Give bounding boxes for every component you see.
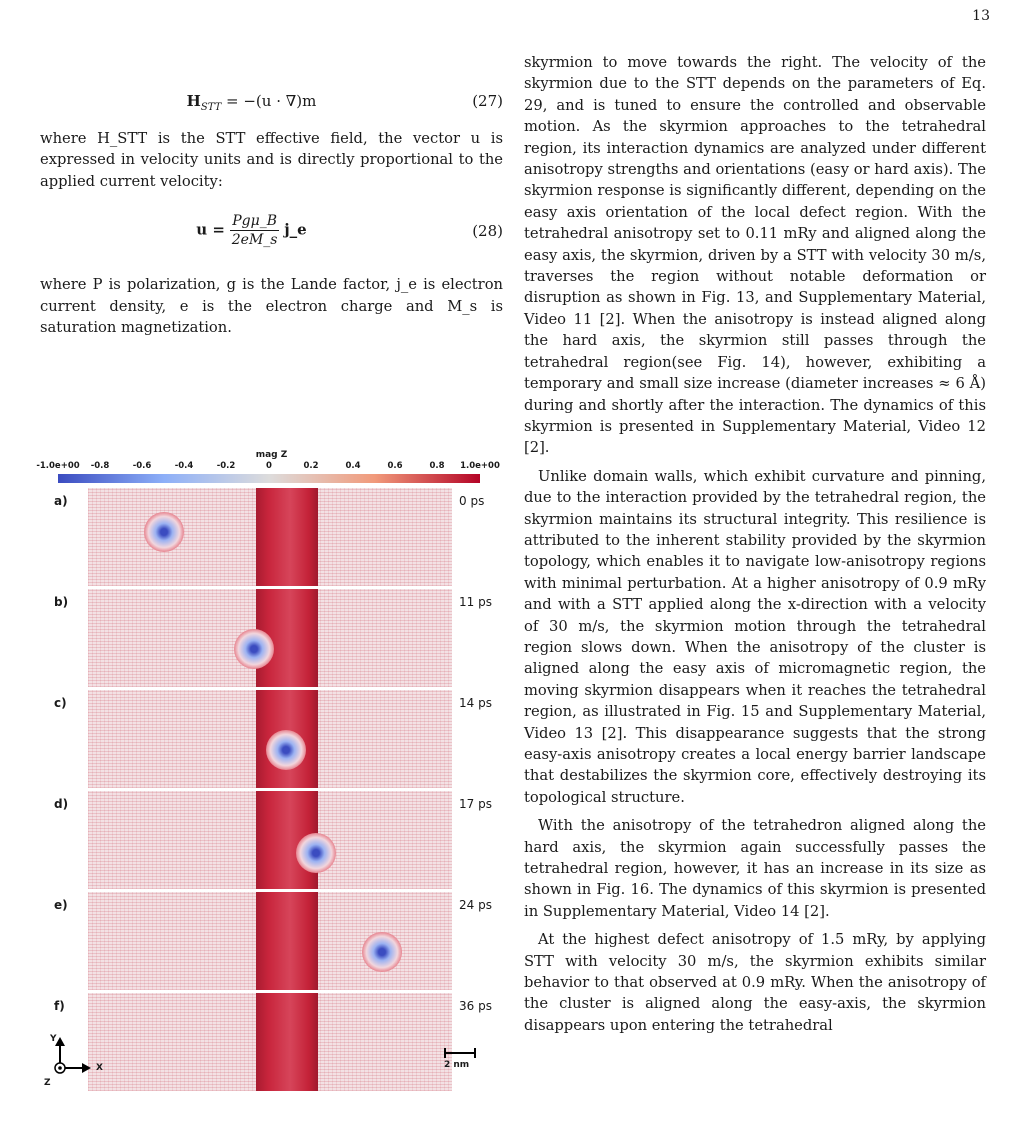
paragraph-hard-axis: With the anisotropy of the tetrahedron aligned along the hard axis, the skyrmion again successfully passes the tetrahedral region, however, it has an increase in its size as shown in Fig. 16. The dynamics of this skyrmion is presented in Supplementary Material, Video 14 [2]. bbox=[524, 817, 986, 920]
skyrmion bbox=[234, 629, 274, 669]
paragraph-highest-anisotropy: At the highest defect anisotropy of 1.5 mRy, by applying STT with velocity 30 m/s, the skyrmion exhibits similar behavior to that observed at 0.9 mRy. When the anisotropy of the cluster is aligned along the easy-axis, the skyrmion disappears upon entering the tetrahedral bbox=[524, 931, 986, 1034]
equation-28 bbox=[40, 210, 503, 254]
scale-label: 2 nm bbox=[444, 1060, 470, 1070]
paragraph-stt-field: where H_STT is the STT effective field, the vector u is expressed in velocity units and is directly proportional to the applied current velocity: bbox=[40, 130, 503, 190]
colorbar-tick: 0.2 bbox=[303, 461, 319, 471]
panel-e bbox=[88, 892, 452, 990]
coordinate-axes-icon bbox=[50, 1034, 120, 1084]
panel-time: 17 ps bbox=[459, 797, 492, 811]
panel-f bbox=[88, 993, 452, 1091]
skyrmion bbox=[144, 512, 184, 552]
eq28-number: (28) bbox=[472, 222, 503, 241]
panel-time: 14 ps bbox=[459, 696, 492, 710]
panel-label: f) bbox=[54, 999, 65, 1013]
tetrahedral-region bbox=[256, 993, 318, 1091]
scale-bar bbox=[444, 1048, 476, 1058]
skyrmion bbox=[296, 833, 336, 873]
paragraph-skyrmion-motion: skyrmion to move towards the right. The velocity of the skyrmion due to the STT depends on the parameters of Eq. 29, and is tuned to ensure the controlled and observable motion. As the skyrmion approaches to the tetrahedral region, its interaction dynamics are analyzed under different anisotropy strengths and orientations (easy or hard axis). The skyrmion response is significantly different, depending on the easy axis orientation of the local defect region. With the tetrahedral anisotropy set to 0.11 mRy and aligned along the easy axis, the skyrmion, driven by a STT with velocity 30 m/s, traverses the region without notable deformation or disruption as shown in Fig. 13, and Supplementary Material, Video 11 [2]. When the anisotropy is instead aligned along the hard axis, the skyrmion still passes through the tetrahedral region(see Fig. 14), however, exhibiting a temporary and small size increase (diameter increases ≈ 6 Å) during and shortly after the interaction. The dynamics of this skyrmion is presented in Supplementary Material, Video 12 [2]. bbox=[524, 54, 986, 457]
colorbar-tick: -0.8 bbox=[90, 461, 110, 471]
axis-z-label: Z bbox=[44, 1078, 51, 1088]
colorbar-tick: 0.8 bbox=[429, 461, 445, 471]
skyrmion bbox=[362, 932, 402, 972]
eq27-lhs-sub: STT bbox=[200, 102, 222, 113]
eq28-fraction bbox=[230, 212, 280, 249]
colorbar-tick: -1.0e+00 bbox=[36, 461, 80, 471]
colorbar-tick: -0.2 bbox=[216, 461, 236, 471]
panel-time: 11 ps bbox=[459, 595, 492, 609]
colorbar-tick: 0.4 bbox=[345, 461, 361, 471]
eq27-lhs: H bbox=[186, 92, 201, 110]
colorbar-tick: 0.6 bbox=[387, 461, 403, 471]
panel-label: a) bbox=[54, 494, 68, 508]
panel-label: c) bbox=[54, 696, 67, 710]
page-number: 13 bbox=[972, 8, 990, 24]
panel-b bbox=[88, 589, 452, 687]
colorbar bbox=[58, 474, 480, 483]
panel-time: 36 ps bbox=[459, 999, 492, 1013]
eq28-tail: j_e bbox=[284, 220, 307, 239]
paragraph-variables: where P is polarization, g is the Lande factor, j_e is electron current density, e is the electron charge and M_s is saturation magnetization. bbox=[40, 276, 503, 337]
panel-d bbox=[88, 791, 452, 889]
axis-y-label: Y bbox=[50, 1034, 57, 1044]
panel-a bbox=[88, 488, 452, 586]
colorbar-tick: -0.6 bbox=[132, 461, 152, 471]
right-column bbox=[524, 52, 986, 1036]
tetrahedral-region bbox=[256, 892, 318, 990]
skyrmion bbox=[266, 730, 306, 770]
panel-c bbox=[88, 690, 452, 788]
skyrmion-figure bbox=[36, 446, 503, 1094]
axis-x-label: X bbox=[96, 1063, 103, 1073]
eq28-numerator: Pgμ_B bbox=[230, 212, 280, 231]
panel-time: 24 ps bbox=[459, 898, 492, 912]
eq28-lhs: u = bbox=[196, 220, 225, 239]
colorbar-ticks bbox=[36, 461, 503, 473]
colorbar-tick: 1.0e+00 bbox=[460, 461, 500, 471]
eq27-rhs: = −(u · ∇)m bbox=[226, 92, 317, 110]
panel-label: d) bbox=[54, 797, 69, 811]
panel-label: b) bbox=[54, 595, 69, 609]
eq28-denominator: 2eM_s bbox=[231, 232, 278, 249]
tetrahedral-region bbox=[256, 488, 318, 586]
colorbar-tick: -0.4 bbox=[174, 461, 194, 471]
paragraph-domain-walls: Unlike domain walls, which exhibit curvature and pinning, due to the interaction provided by the tetrahedral region, the skyrmion maintains its structural integrity. This resilience is attributed to the inherent stability provided by the skyrmion topology, which enables it to navigate low-anisotropy regions with minimal perturbation. At a higher anisotropy of 0.9 mRy and with a STT applied along the x-direction with a velocity of 30 m/s, the skyrmion motion through the tetrahedral region slows down. When the anisotropy of the cluster is aligned along the easy axis of micromagnetic region, the moving skyrmion disappears when it reaches the tetrahedral region, as illustrated in Fig. 15 and Supplementary Material, Video 13 [2]. This disappearance suggests that the strong easy-axis anisotropy creates a local energy barrier landscape that destabilizes the skyrmion core, effectively destroying its topological structure. bbox=[524, 467, 986, 806]
panel-time: 0 ps bbox=[459, 494, 485, 508]
equation-27 bbox=[40, 92, 503, 114]
colorbar-title: mag Z bbox=[255, 450, 288, 460]
left-column bbox=[40, 92, 503, 338]
colorbar-tick: 0 bbox=[266, 461, 272, 471]
panel-label: e) bbox=[54, 898, 68, 912]
eq27-number: (27) bbox=[472, 92, 503, 110]
